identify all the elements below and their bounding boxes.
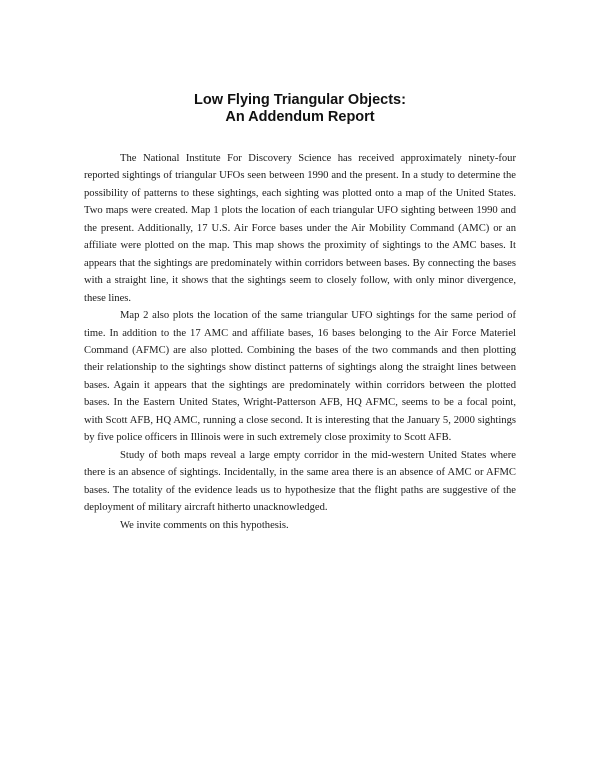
document-title xyxy=(0,92,600,125)
document-body xyxy=(84,150,516,534)
paragraph-3: Study of both maps reveal a large empty corridor in the mid-western United States where there is an absence of sightings. Incidentally, in the same area there is an absence of AMC or AFMC bases. The totality of the evidence leads us to hypothesize that the flight paths are suggestive of the deployment of military aircraft hitherto unacknowledged. xyxy=(84,449,516,514)
paragraph-4: We invite comments on this hypothesis. xyxy=(120,519,289,531)
paragraph-1: The National Institute For Discovery Science has received approximately ninety-four reported sightings of triangular UFOs seen between 1990 and the present. In a study to determine the possibility of patterns to these sightings, each sighting was plotted onto a map of the United States. Two maps were created. Map 1 plots the location of each triangular UFO sighting between 1990 and the present. Additionally, 17 U.S. Air Force bases under the Air Mobility Command (AMC) or an affiliate were plotted on the map. This map shows the proximity of sightings to the AMC bases. It appears that the sightings are predominately within corridors between bases. By connecting the bases with a straight line, it shows that the sightings seem to closely follow, with only minor divergence, these lines. xyxy=(84,153,516,304)
paragraph-2: Map 2 also plots the location of the same triangular UFO sightings for the same period of time. In addition to the 17 AMC and affiliate bases, 16 bases belonging to the Air Force Materiel Command (AFMC) are also plotted. Combining the bases of the two commands and then plotting their relationship to the sightings show distinct patterns of sightings along the straight lines between bases. Again it appears that the sightings are predominately within corridors between the plotted bases. In the Eastern United States, Wright-Patterson AFB, HQ AFMC, seems to be a focal point, with Scott AFB, HQ AMC, running a close second. It is interesting that the January 5, 2000 sightings by five police officers in Illinois were in such extremely close proximity to Scott AFB. xyxy=(84,310,516,444)
title-line-2: An Addendum Report xyxy=(225,108,375,125)
title-line-1: Low Flying Triangular Objects: xyxy=(194,92,406,108)
